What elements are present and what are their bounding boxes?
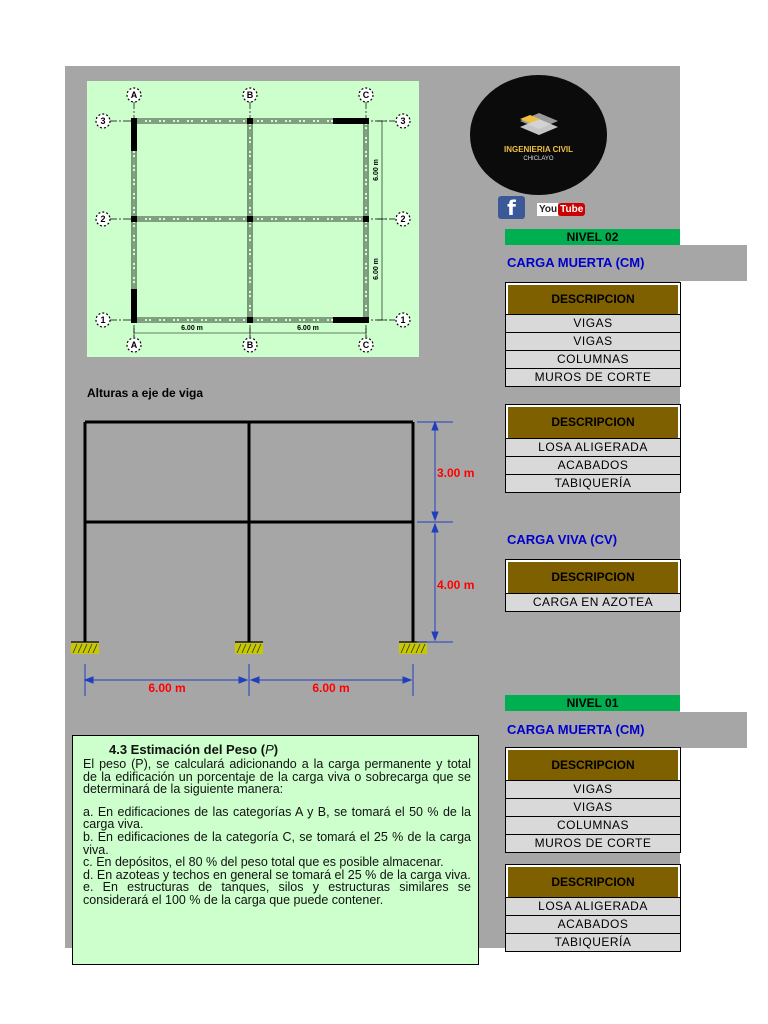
- nivel-01-carga-muerta-label: CARGA MUERTA (CM): [505, 712, 747, 748]
- table-row: VIGAS: [506, 332, 680, 350]
- plan-span-label-y2: 6.00 m: [373, 258, 380, 280]
- axis-bubble-3-right: 3: [400, 116, 406, 126]
- table-row: TABIQUERÍA: [506, 474, 680, 492]
- table-header: DESCRIPCION: [506, 865, 680, 897]
- axis-bubble-a-bottom: A: [130, 340, 138, 350]
- peso-estimation-textbox: [72, 735, 479, 965]
- nivel-02-cm-table-1: [505, 282, 681, 387]
- table-header: DESCRIPCION: [506, 405, 680, 438]
- table-row: ACABADOS: [506, 456, 680, 474]
- height-label-lower: 4.00 m: [437, 578, 475, 592]
- textbox-intro: El peso (P), se calculará adicionando a la carga permanente y total de la edificación un porcentaje de la carga viva o sobrecarga que se determinará de la siguiente manera:: [83, 757, 471, 797]
- axis-bubble-2-right: 2: [400, 214, 406, 224]
- nivel-02-cv-table: [505, 559, 681, 612]
- axis-bubble-3-left: 3: [100, 116, 106, 126]
- axis-bubble-c-bottom: C: [362, 340, 370, 350]
- axis-bubble-b-top: B: [246, 90, 254, 100]
- nivel-02-header: NIVEL 02: [505, 229, 680, 245]
- axis-bubble-2-left: 2: [100, 214, 106, 224]
- plan-span-label-x1: 6.00 m: [181, 325, 203, 332]
- youtube-tube: Tube: [560, 203, 584, 215]
- table-row: COLUMNAS: [506, 350, 680, 368]
- nivel-02-carga-viva-label: CARGA VIVA (CV): [507, 532, 618, 547]
- axis-bubble-1-left: 1: [100, 315, 106, 325]
- table-row: VIGAS: [506, 780, 680, 798]
- plan-span-label-y1: 6.00 m: [373, 159, 380, 181]
- span-label-left: 6.00 m: [148, 681, 186, 695]
- span-label-right: 6.00 m: [312, 681, 350, 695]
- table-row: TABIQUERÍA: [506, 933, 680, 951]
- nivel-01-header: NIVEL 01: [505, 695, 680, 711]
- nivel-01-cm-table-1: [505, 747, 681, 853]
- table-header: DESCRIPCION: [506, 283, 680, 314]
- elevation-caption: Alturas a eje de viga: [87, 386, 204, 400]
- axis-bubble-a-top: A: [130, 90, 138, 100]
- logo-name: INGENIERIA CIVIL: [503, 145, 574, 154]
- textbox-item-e: e. En estructuras de tanques, silos y estructuras similares se considerará el 100 % de la carga que puede contener.: [83, 880, 471, 907]
- textbox-title: 4.3 Estimación del Peso (P): [109, 742, 279, 757]
- floor-plan-drawing: [87, 81, 419, 357]
- table-row: ACABADOS: [506, 915, 680, 933]
- ingenieria-civil-logo: [470, 75, 607, 195]
- table-row: VIGAS: [506, 314, 680, 332]
- youtube-icon[interactable]: [537, 199, 584, 219]
- frame-elevation: [65, 410, 495, 705]
- table-header: DESCRIPCION: [506, 560, 680, 593]
- table-row: LOSA ALIGERADA: [506, 438, 680, 456]
- textbox-item-d: d. En azoteas y techos en general se tomará el 25 % de la carga viva.: [83, 867, 471, 882]
- table-row: COLUMNAS: [506, 816, 680, 834]
- textbox-item-b: b. En edificaciones de la categoría C, se tomará el 25 % de la carga viva.: [83, 829, 471, 857]
- table-row: LOSA ALIGERADA: [506, 897, 680, 915]
- floor-plan: [87, 81, 419, 357]
- textbox-body: [83, 758, 471, 907]
- stacked-layers-icon: [518, 111, 560, 141]
- textbox-item-a: a. En edificaciones de las categorías A y B, se tomará el 50 % de la carga viva.: [83, 804, 471, 832]
- axis-bubble-c-top: C: [362, 90, 370, 100]
- table-row: MUROS DE CORTE: [506, 834, 680, 852]
- nivel-02-cm-table-2: [505, 404, 681, 493]
- table-row: CARGA EN AZOTEA: [506, 593, 680, 611]
- textbox-item-c: c. En depósitos, el 80 % del peso total que es posible almacenar.: [83, 855, 444, 870]
- table-row: VIGAS: [506, 798, 680, 816]
- table-row: MUROS DE CORTE: [506, 368, 680, 386]
- nivel-02-carga-muerta-label: CARGA MUERTA (CM): [505, 245, 747, 281]
- fixed-supports: [71, 643, 427, 654]
- logo-city: CHICLAYO: [523, 156, 554, 162]
- nivel-01-cm-table-2: [505, 864, 681, 952]
- youtube-you: You: [539, 203, 558, 215]
- axis-bubble-b-bottom: B: [246, 340, 254, 350]
- facebook-icon[interactable]: f: [498, 196, 525, 219]
- table-header: DESCRIPCION: [506, 748, 680, 780]
- axis-bubble-1-right: 1: [400, 315, 406, 325]
- height-label-upper: 3.00 m: [437, 466, 475, 480]
- plan-span-label-x2: 6.00 m: [297, 325, 319, 332]
